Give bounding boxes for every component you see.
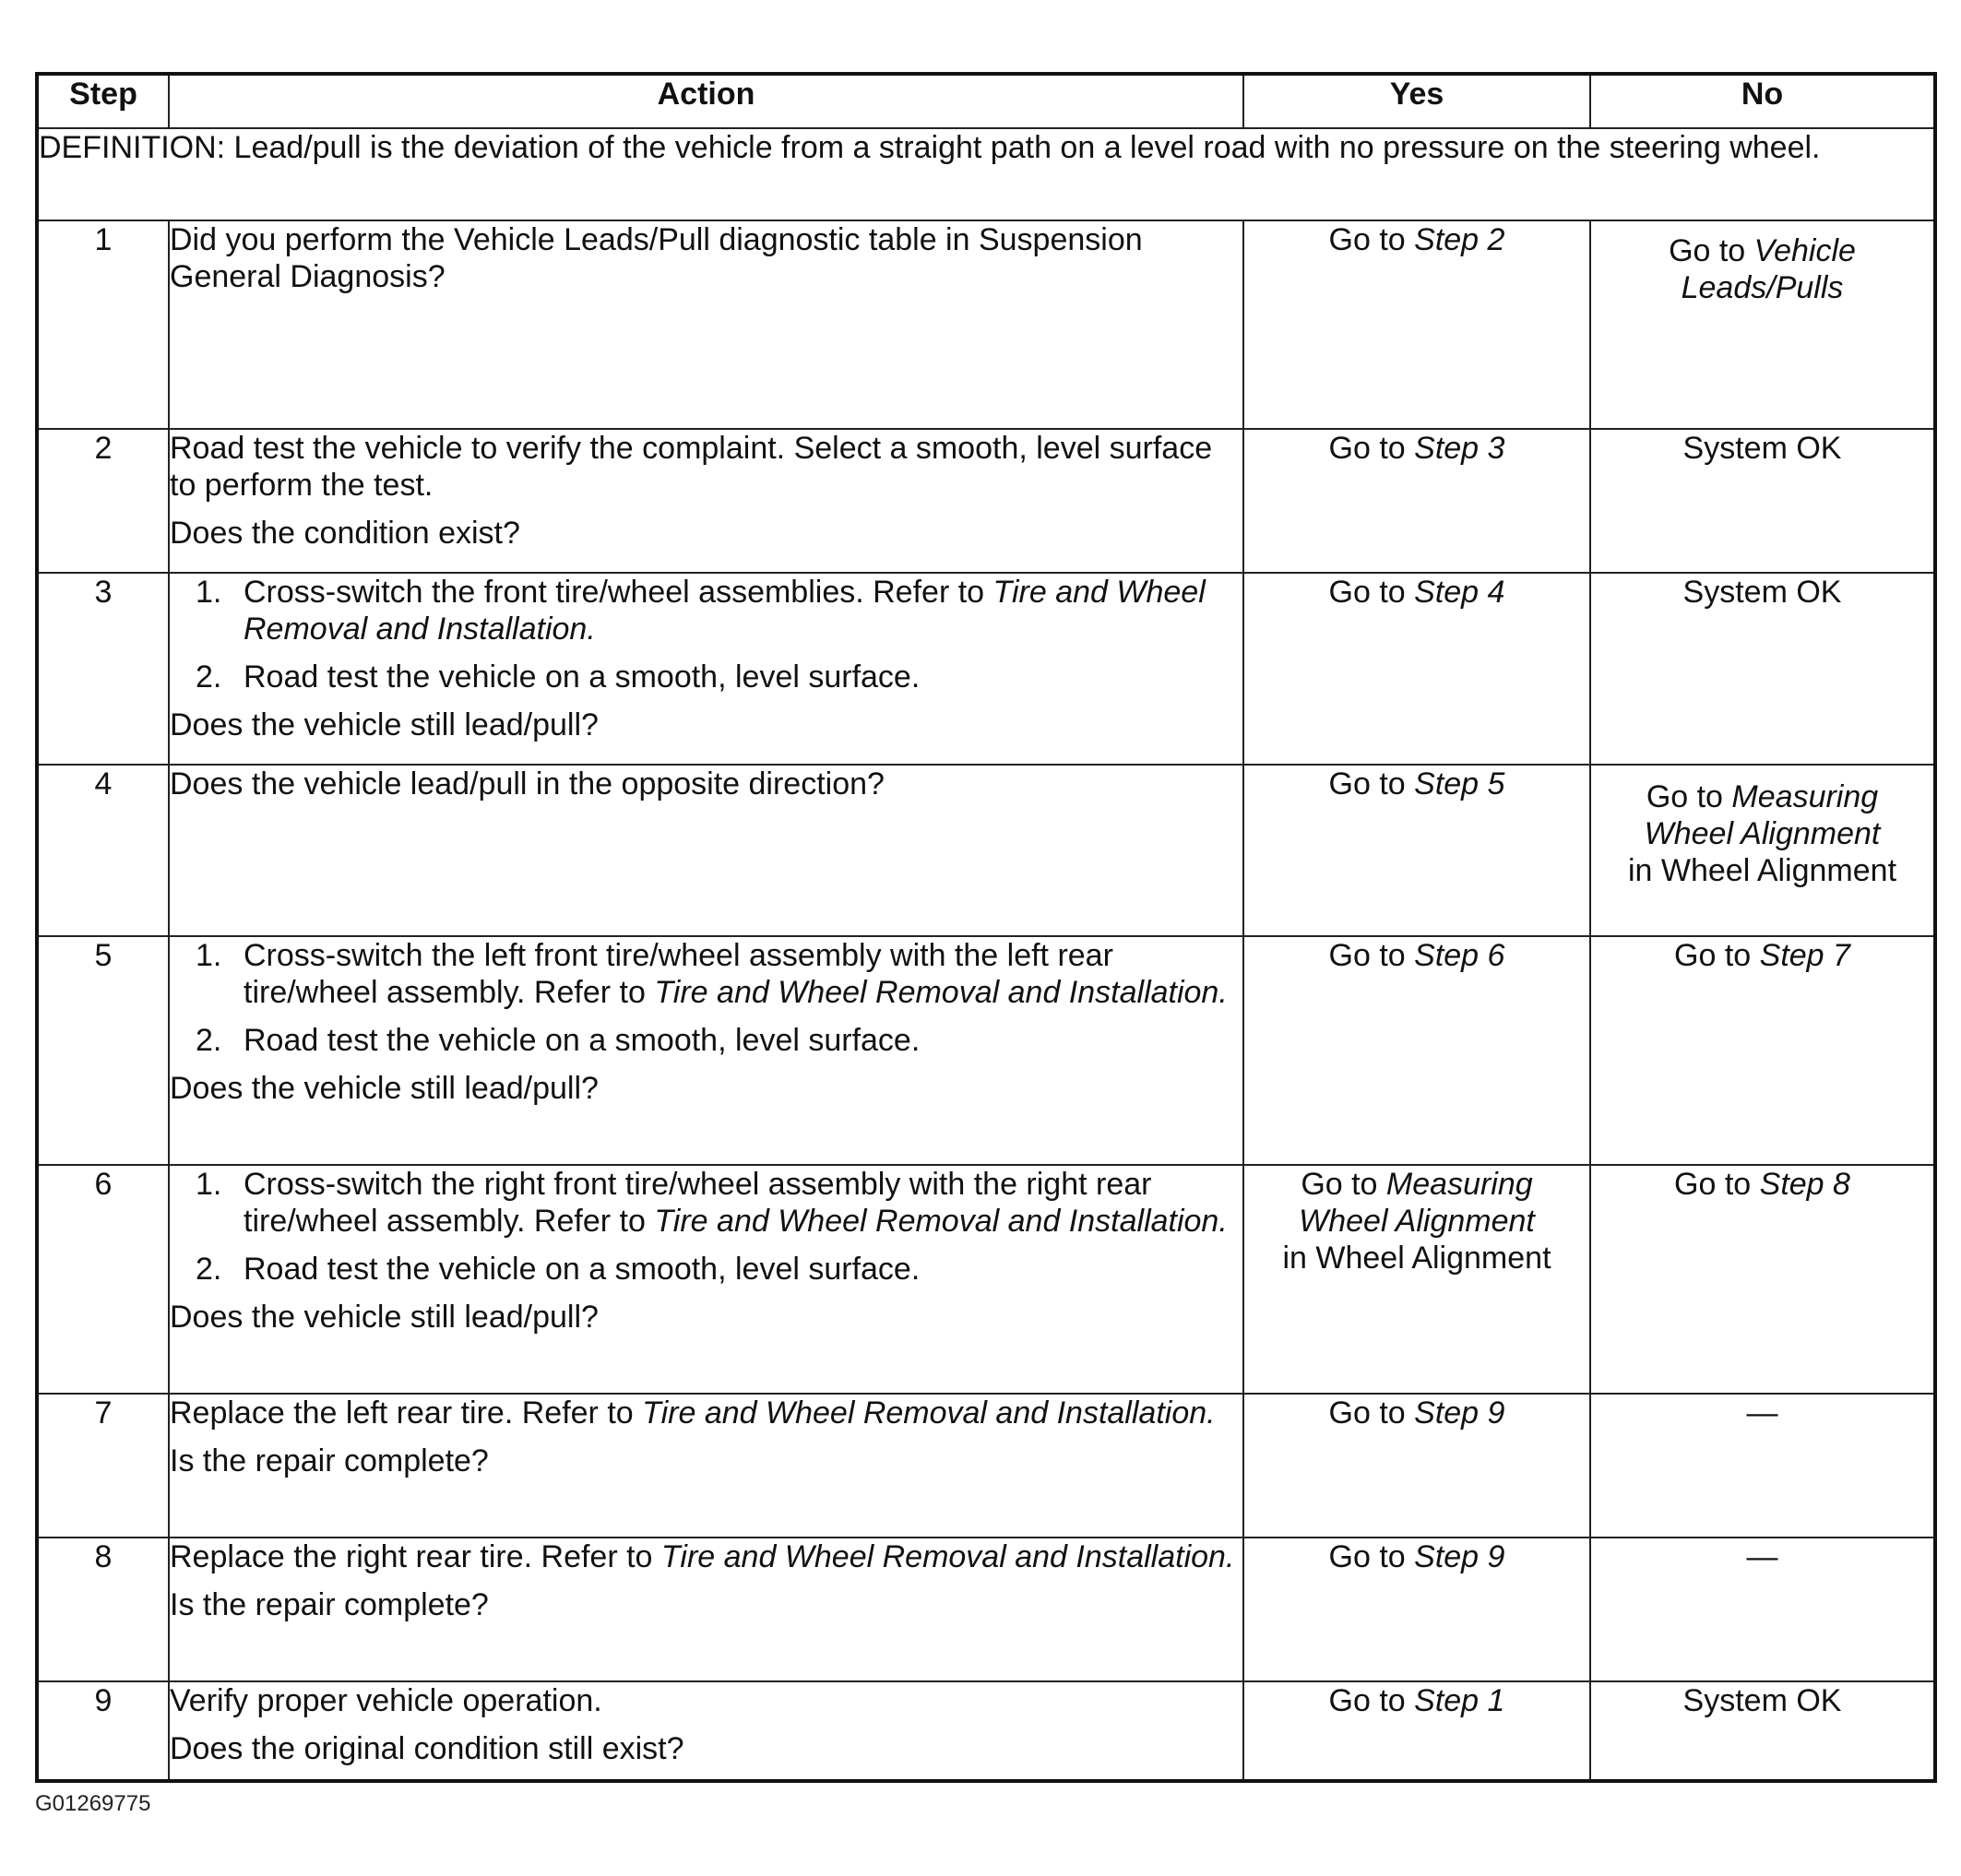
- table-row: [37, 573, 1935, 765]
- yes-suffix: in Wheel Alignment: [1282, 1241, 1551, 1276]
- yes-prefix: Go to: [1328, 575, 1415, 610]
- step-number: 1: [37, 220, 169, 429]
- list-number: 1.: [196, 575, 222, 610]
- step-number: 9: [37, 1681, 169, 1781]
- reference-link[interactable]: Tire and Wheel Removal and Installation.: [244, 575, 1206, 647]
- header-step: Step: [37, 74, 169, 128]
- no-text: System OK: [1682, 431, 1842, 466]
- diagnostic-table: [35, 72, 1937, 1783]
- action-list-item: [170, 659, 1242, 695]
- action-cell: [169, 1538, 1243, 1681]
- no-suffix: in Wheel Alignment: [1627, 853, 1897, 888]
- step-number: 4: [37, 765, 169, 936]
- header-no: No: [1590, 74, 1935, 128]
- no-prefix: Go to: [1669, 233, 1754, 268]
- action-question: Does the vehicle still lead/pull?: [170, 707, 599, 742]
- step-number: 8: [37, 1538, 169, 1681]
- yes-cell: [1243, 1394, 1590, 1538]
- no-prefix: Go to: [1674, 1167, 1760, 1202]
- no-prefix: Go to: [1674, 938, 1760, 973]
- yes-prefix: Go to: [1328, 766, 1415, 801]
- action-cell: [169, 429, 1243, 573]
- yes-cell: [1243, 220, 1590, 429]
- list-number: 2.: [196, 1023, 222, 1058]
- action-list-item: [170, 1166, 1242, 1240]
- table-row: [37, 936, 1935, 1165]
- table-row: [37, 765, 1935, 936]
- no-text: System OK: [1682, 575, 1842, 610]
- step-number: 5: [37, 936, 169, 1165]
- action-cell: [169, 1394, 1243, 1538]
- yes-link[interactable]: Step 5: [1414, 766, 1505, 801]
- action-cell: [169, 765, 1243, 936]
- yes-prefix: Go to: [1328, 1395, 1415, 1431]
- no-cell: [1590, 220, 1935, 429]
- action-cell: [169, 936, 1243, 1165]
- list-text: Road test the vehicle on a smooth, level surface.: [244, 1023, 921, 1058]
- table-row: [37, 1394, 1935, 1538]
- no-dash: —: [1746, 1539, 1778, 1574]
- no-cell: [1590, 765, 1935, 936]
- yes-link[interactable]: Step 6: [1414, 938, 1505, 973]
- yes-prefix: Go to: [1328, 1539, 1415, 1574]
- action-question: Does the condition exist?: [170, 516, 520, 551]
- action-question: Is the repair complete?: [170, 1443, 489, 1478]
- header-action: Action: [169, 74, 1243, 128]
- no-link[interactable]: Step 8: [1759, 1167, 1850, 1202]
- no-link[interactable]: Vehicle Leads/Pulls: [1681, 233, 1856, 305]
- no-cell: [1590, 429, 1935, 573]
- yes-cell: [1243, 1681, 1590, 1781]
- table-row: [37, 429, 1935, 573]
- table-row: [37, 220, 1935, 429]
- reference-link[interactable]: Tire and Wheel Removal and Installation.: [654, 1204, 1228, 1239]
- no-link[interactable]: Measuring Wheel Alignment: [1644, 779, 1881, 851]
- yes-cell: [1243, 573, 1590, 765]
- action-question: Is the repair complete?: [170, 1587, 489, 1622]
- table-row: [37, 1165, 1935, 1394]
- figure-id: G01269775: [35, 1791, 151, 1816]
- action-text: Did you perform the Vehicle Leads/Pull diagnostic table in Suspension General Diagnosis?: [170, 222, 1143, 294]
- reference-link[interactable]: Tire and Wheel Removal and Installation.: [642, 1395, 1216, 1431]
- list-text: Cross-switch the left front tire/wheel assembly with the left rear tire/wheel assembly. Refer to: [244, 938, 1113, 1010]
- yes-cell: [1243, 429, 1590, 573]
- action-list-item: [170, 1022, 1242, 1059]
- list-number: 2.: [196, 659, 222, 695]
- table-row: [37, 1681, 1935, 1781]
- action-list-item: [170, 574, 1242, 647]
- list-text: Road test the vehicle on a smooth, level surface.: [244, 659, 921, 695]
- step-number: 3: [37, 573, 169, 765]
- action-text: Road test the vehicle to verify the complaint. Select a smooth, level surface to perform the test.: [170, 431, 1213, 503]
- action-text: Does the vehicle lead/pull in the opposite direction?: [170, 766, 885, 801]
- yes-prefix: Go to: [1328, 1683, 1415, 1718]
- list-number: 2.: [196, 1252, 222, 1287]
- header-yes: Yes: [1243, 74, 1590, 128]
- yes-prefix: Go to: [1328, 431, 1415, 466]
- yes-link[interactable]: Step 3: [1414, 431, 1505, 466]
- action-cell: [169, 1681, 1243, 1781]
- yes-cell: [1243, 1538, 1590, 1681]
- yes-prefix: Go to: [1328, 938, 1415, 973]
- header-row: [37, 74, 1935, 128]
- yes-cell: [1243, 936, 1590, 1165]
- definition-text: DEFINITION: Lead/pull is the deviation of the vehicle from a straight path on a level road with no pressure on the steering wheel.: [37, 128, 1935, 220]
- list-text: Cross-switch the right front tire/wheel assembly with the right rear tire/wheel assembly. Refer to: [244, 1167, 1152, 1239]
- no-cell: [1590, 1165, 1935, 1394]
- action-question: Does the vehicle still lead/pull?: [170, 1071, 599, 1106]
- no-cell: [1590, 1538, 1935, 1681]
- action-text: [170, 1395, 1242, 1431]
- no-cell: [1590, 1394, 1935, 1538]
- list-text: Cross-switch the front tire/wheel assemblies. Refer to: [244, 575, 993, 610]
- action-cell: [169, 573, 1243, 765]
- list-number: 1.: [196, 1167, 222, 1202]
- no-prefix: Go to: [1646, 779, 1732, 814]
- yes-link[interactable]: Step 4: [1414, 575, 1505, 610]
- yes-link[interactable]: Step 9: [1414, 1395, 1505, 1431]
- yes-link[interactable]: Step 1: [1414, 1683, 1505, 1718]
- yes-cell: [1243, 1165, 1590, 1394]
- action-question: Does the vehicle still lead/pull?: [170, 1300, 599, 1335]
- no-link[interactable]: Step 7: [1759, 938, 1850, 973]
- table-row: [37, 1538, 1935, 1681]
- no-cell: [1590, 573, 1935, 765]
- no-cell: [1590, 1681, 1935, 1781]
- yes-link[interactable]: Measuring Wheel Alignment: [1299, 1167, 1535, 1239]
- list-number: 1.: [196, 938, 222, 973]
- yes-link[interactable]: Step 2: [1414, 222, 1505, 257]
- definition-row: [37, 128, 1935, 220]
- no-cell: [1590, 936, 1935, 1165]
- yes-cell: [1243, 765, 1590, 936]
- yes-link[interactable]: Step 9: [1414, 1539, 1505, 1574]
- action-question: Does the original condition still exist?: [170, 1731, 684, 1766]
- action-text: Verify proper vehicle operation.: [170, 1683, 602, 1718]
- reference-link[interactable]: Tire and Wheel Removal and Installation.: [660, 1539, 1235, 1574]
- action-text: [170, 1538, 1242, 1575]
- yes-prefix: Go to: [1328, 222, 1415, 257]
- yes-prefix: Go to: [1301, 1167, 1386, 1202]
- no-text: System OK: [1682, 1683, 1842, 1718]
- action-list-item: [170, 1251, 1242, 1288]
- action-prefix: Replace the left rear tire. Refer to: [170, 1395, 643, 1431]
- list-text: Road test the vehicle on a smooth, level surface.: [244, 1252, 921, 1287]
- action-cell: [169, 220, 1243, 429]
- step-number: 2: [37, 429, 169, 573]
- action-prefix: Replace the right rear tire. Refer to: [170, 1539, 661, 1574]
- action-cell: [169, 1165, 1243, 1394]
- action-list-item: [170, 937, 1242, 1011]
- reference-link[interactable]: Tire and Wheel Removal and Installation.: [654, 975, 1228, 1010]
- step-number: 6: [37, 1165, 169, 1394]
- no-dash: —: [1746, 1395, 1778, 1431]
- step-number: 7: [37, 1394, 169, 1538]
